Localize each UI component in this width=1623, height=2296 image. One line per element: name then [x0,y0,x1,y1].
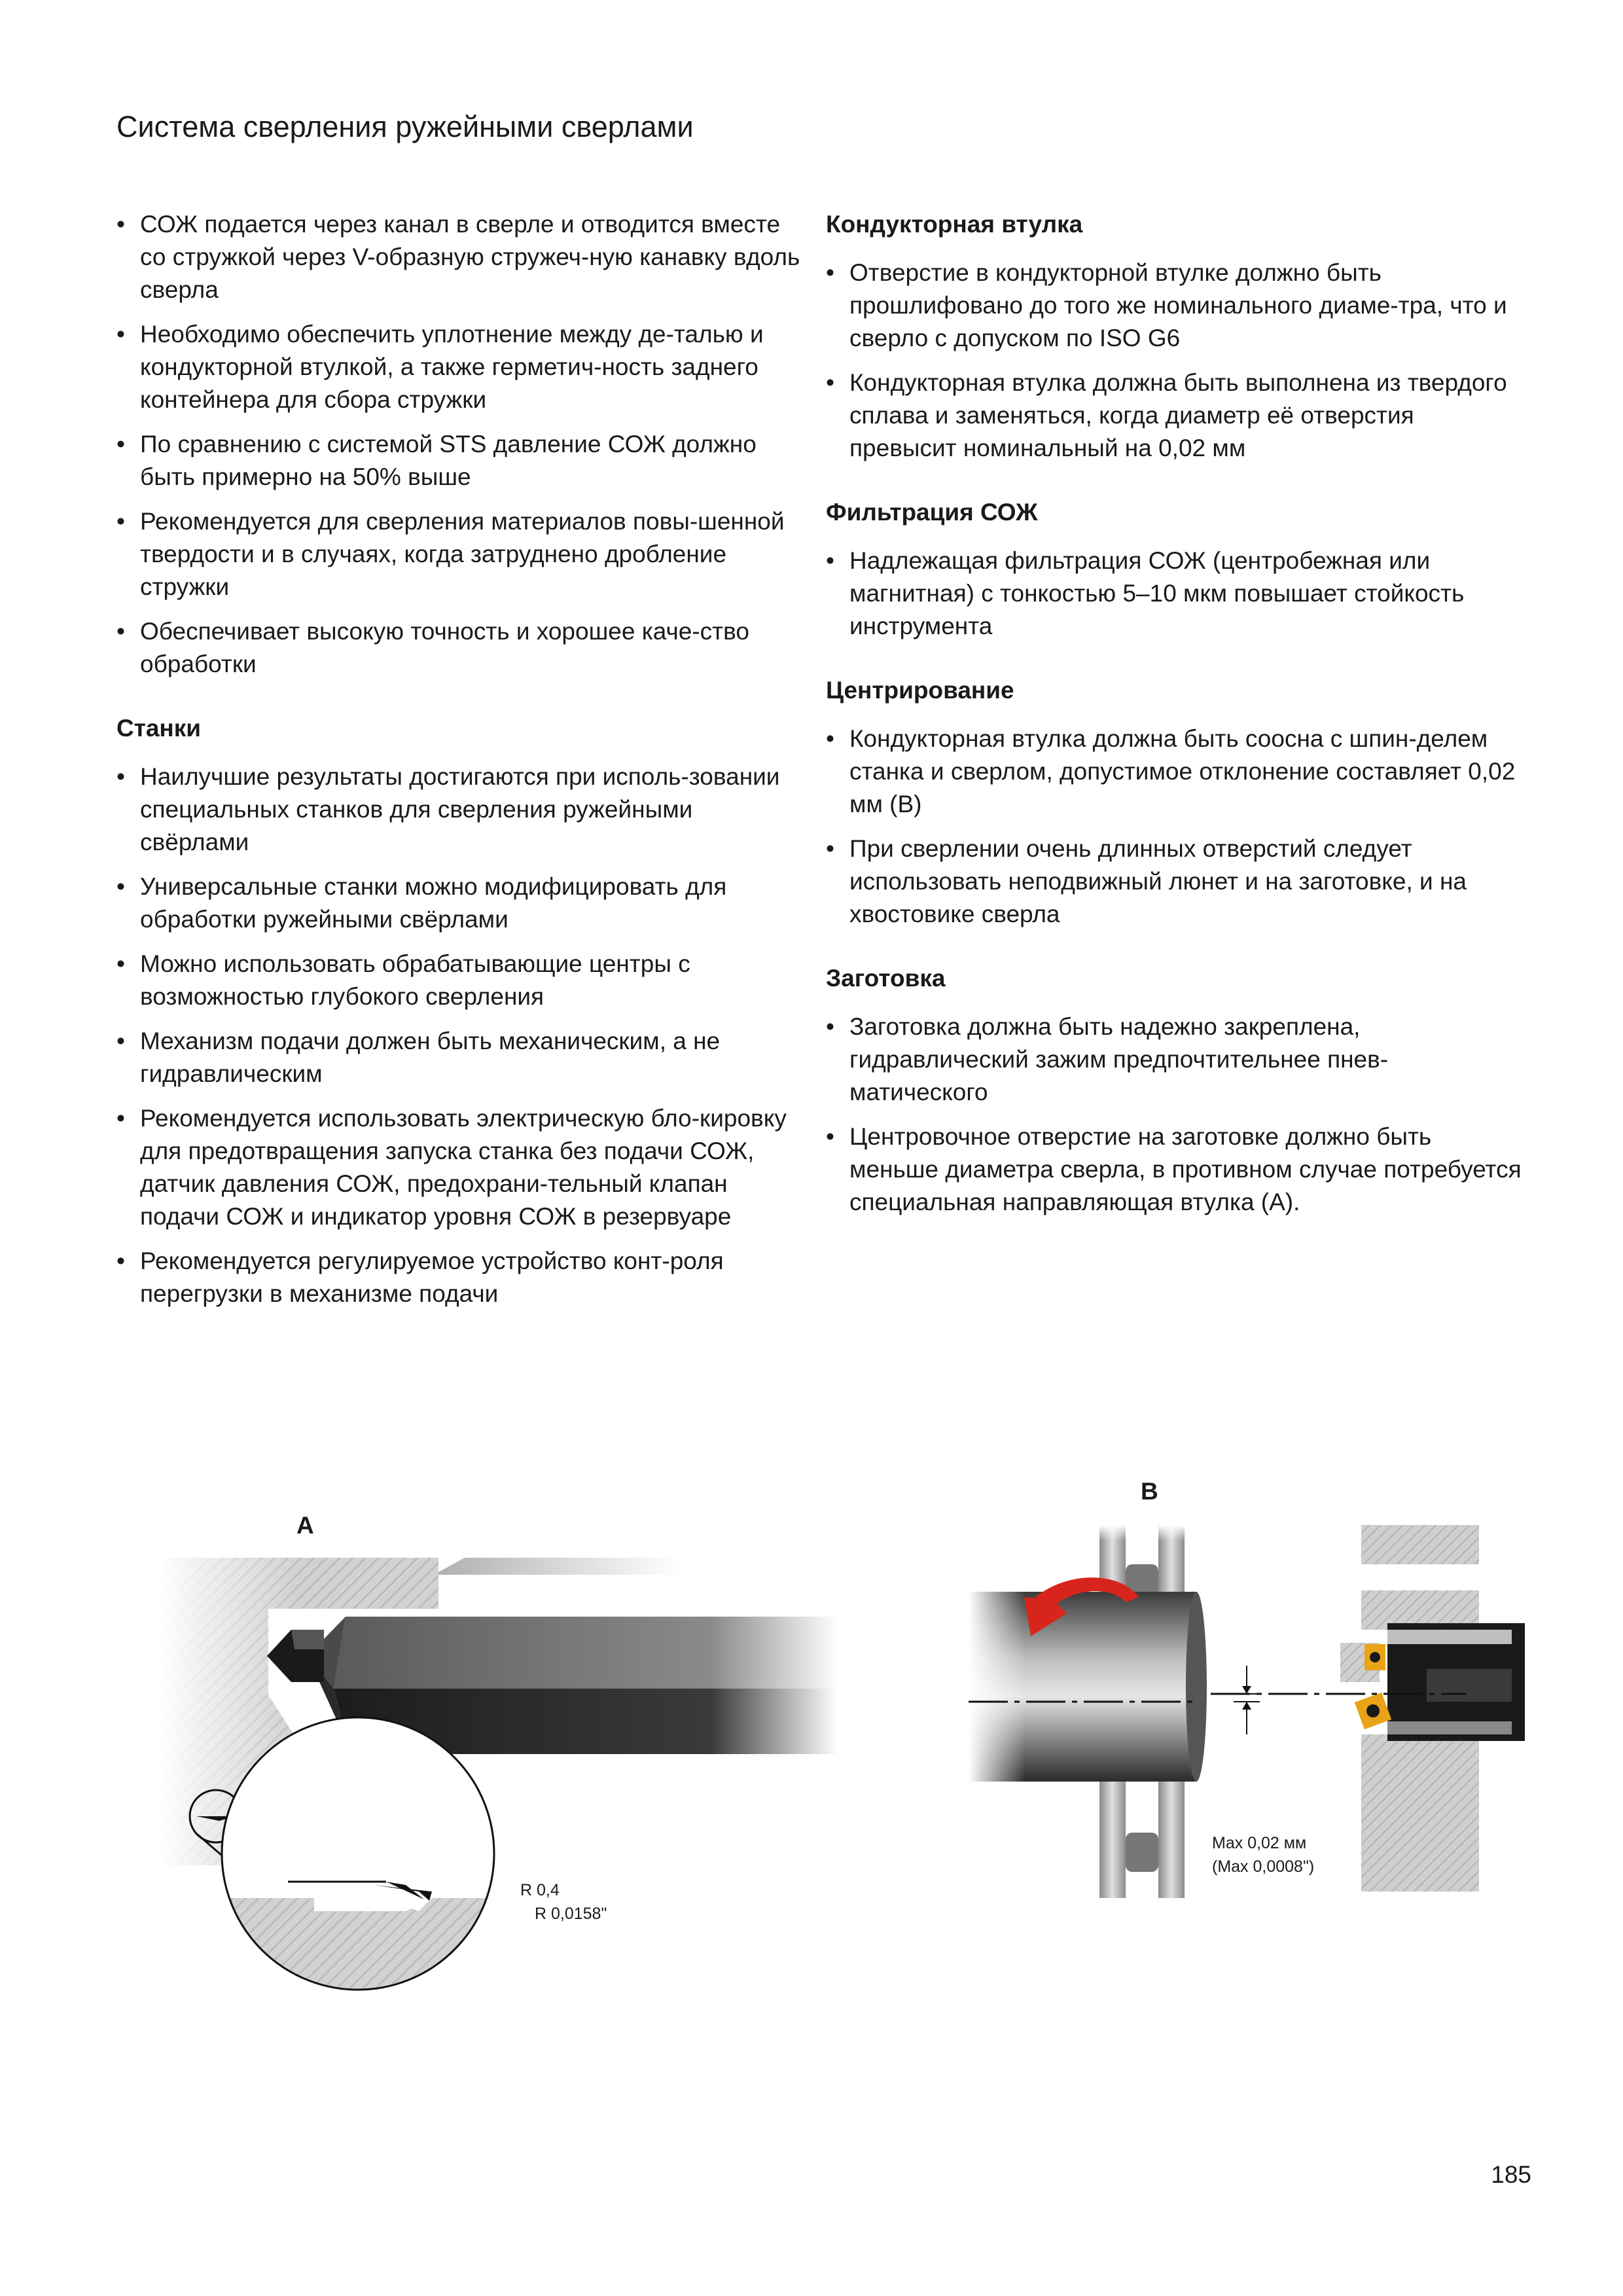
bushing-section [826,208,1526,465]
list-item: • Центровочное отверстие на заготовке должно быть меньше диаметра сверла, в противном случае потребуется специальная направляющая втулка (А). [826,1121,1526,1219]
left-column [116,208,804,1342]
spindle-shaft [969,1592,1207,1782]
intro-section [116,208,804,681]
list-item: • Можно использовать обрабатывающие центры с возможностью глубокого сверления [116,948,804,1013]
deviation-dimension [1234,1666,1260,1734]
intro-bullet-list [116,208,804,681]
section-heading-centering: Центрирование [826,677,1014,704]
tolerance-label-metric: Max 0,02 мм [1212,1834,1307,1852]
list-item: • Надлежащая фильтрация СОЖ (центробежная или магнитная) с тонкостью 5–10 мкм повышает стойкость инструмента [826,545,1526,643]
list-item: • При сверлении очень длинных отверстий следует использовать неподвижный люнет и на заготовке, и на хвостовике сверла [826,833,1526,931]
right-column [826,208,1526,1250]
tolerance-label-imperial: (Max 0,0008") [1212,1857,1315,1876]
list-item: • Рекомендуется использовать электрическую бло-кировку для предотвращения запуска станка без подачи СОЖ, датчик давления СОЖ, предохрани-тельный клапан подачи СОЖ и индикатор уровня СОЖ в резервуаре [116,1102,804,1233]
section-heading-machines: Станки [116,715,202,742]
page-title: Система сверления ружейными сверлами [116,110,694,143]
figure-b-label: B [1141,1478,1158,1505]
list-item: • Необходимо обеспечить уплотнение между де-талью и кондукторной втулкой, а также герметич-ность заднего контейнера для сбора стружки [116,318,804,416]
list-item: • Обеспечивает высокую точность и хорошее каче-ство обработки [116,615,804,681]
centering-bullet-list [826,723,1526,931]
list-item: • Отверстие в кондукторной втулке должно быть прошлифовано до того же номинального диаме-тра, что и сверло с допуском по ISO G6 [826,257,1526,355]
list-item: • СОЖ подается через канал в сверле и отводится вместе со стружкой через V-образную стружеч-ную канавку вдоль сверла [116,208,804,306]
list-item: • Рекомендуется регулируемое устройство конт-роля перегрузки в механизме подачи [116,1245,804,1310]
filtration-bullet-list [826,545,1526,643]
centering-section [826,674,1526,931]
guide-bushing-shape [438,1558,681,1575]
list-item: • Кондукторная втулка должна быть выполнена из твердого сплава и заменяться, когда диаметр её отверстия превысит номинальный на 0,02 мм [826,367,1526,465]
workpiece-section [826,962,1526,1219]
page-number: 185 [1491,2161,1531,2188]
list-item: • По сравнению с системой STS давление СОЖ должно быть примерно на 50% выше [116,428,804,493]
workpiece-bullet-list [826,1011,1526,1219]
figure-a-illustration [157,1558,838,2186]
filtration-section [826,496,1526,643]
section-heading-workpiece: Заготовка [826,965,946,992]
figure-a-label: A [296,1512,314,1539]
radius-label-imperial: R 0,0158" [535,1905,607,1923]
list-item: • Заготовка должна быть надежно закреплена, гидравлический зажим предпочтительнее пнев-матического [826,1011,1526,1109]
list-item: • Наилучшие результаты достигаются при исполь-зовании специальных станков для сверления ружейными свёрлами [116,761,804,859]
list-item: • Рекомендуется для сверления материалов повы-шенной твердости и в случаях, когда затруднено дробление стружки [116,505,804,603]
section-heading-filtration: Фильтрация СОЖ [826,499,1038,526]
list-item: • Универсальные станки можно модифицировать для обработки ружейными свёрлами [116,870,804,936]
radius-label-metric: R 0,4 [520,1881,560,1899]
machines-section [116,712,804,1310]
list-item: • Механизм подачи должен быть механическим, а не гидравлическим [116,1025,804,1090]
list-item: • Кондукторная втулка должна быть соосна с шпин-делем станка и сверлом, допустимое отклонение составляет 0,02 мм (B) [826,723,1526,821]
section-heading-bushing: Кондукторная втулка [826,211,1083,238]
machines-bullet-list [116,761,804,1310]
bushing-bullet-list [826,257,1526,465]
